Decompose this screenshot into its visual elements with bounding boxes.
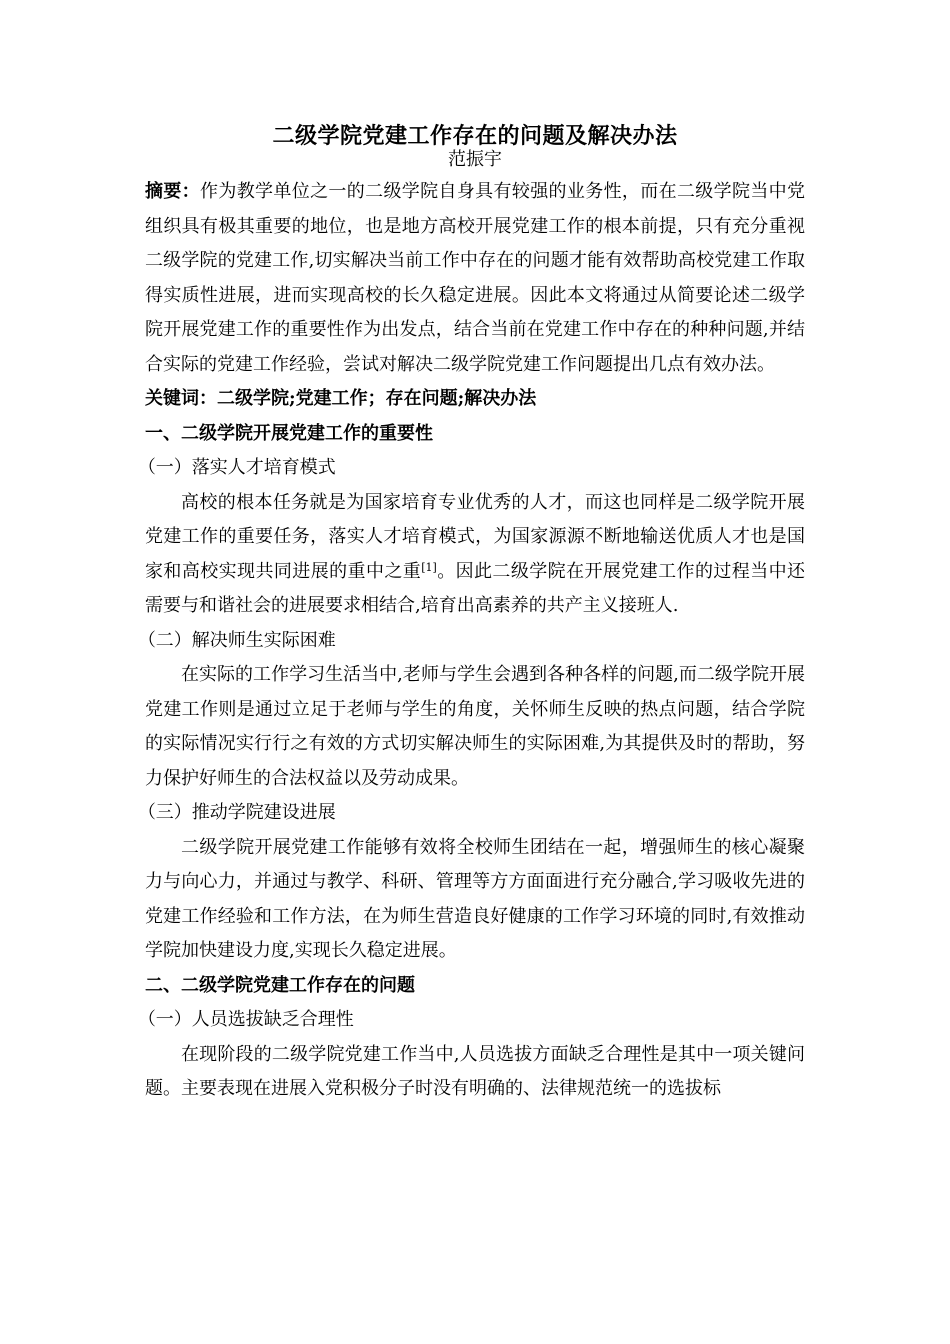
paragraph: 二级学院开展党建工作能够有效将全校师生团结在一起，增强师生的核心凝聚力与向心力，并通过与教学、科研、管理等方方面面进行充分融合,学习吸收先进的党建工作经验和工作方法，在为师生营造良好健康的工作学习环境的同时,有效推动学院加快建设力度,实现长久稳定进展。: [145, 836, 805, 961]
document-title: 二级学院党建工作存在的问题及解决办法: [272, 123, 678, 149]
document-body: [137, 175, 806, 1107]
citation-reference: [1]: [421, 560, 437, 574]
paragraph: 在现阶段的二级学院党建工作当中,人员选拔方面缺乏合理性是其中一项关键问题。主要表现在进展入党积极分子时没有明确的、法律规范统一的选拔标: [145, 1043, 805, 1099]
paragraph: [145, 486, 805, 624]
section-heading: 一、二级学院开展党建工作的重要性: [145, 422, 433, 444]
abstract-text: 作为教学单位之一的二级学院自身具有较强的业务性，而在二级学院当中党组织具有极其重要的地位，也是地方高校开展党建工作的根本前提，只有充分重视二级学院的党建工作,切实解决当前工作中存在的问题才能有效帮助高校党建工作取得实质性进展，进而实现高校的长久稳定进展。因此本文将通过从简要论述二级学院开展党建工作的重要性作为出发点，结合当前在党建工作中存在的种种问题,并结合实际的党建工作经验，尝试对解决二级学院党建工作问题提出几点有效办法。: [145, 181, 805, 375]
paragraph-text: 。因此二级学院在开展党建工作的过程当中还需要与和谐社会的进展要求相结合,培育出高素养的共产主义接班人.: [145, 560, 806, 616]
abstract-label: 摘要：: [145, 181, 201, 202]
paragraph: 在实际的工作学习生活当中,老师与学生会遇到各种各样的问题,而二级学院开展党建工作则是通过立足于老师与学生的角度，关怀师生反映的热点问题，结合学院的实际情况实行行之有效的方式切实解决师生的实际困难,为其提供及时的帮助，努力保护好师生的合法权益以及劳动成果。: [145, 664, 805, 789]
section-heading: 二、二级学院党建工作存在的问题: [145, 974, 415, 996]
subsection-heading: （二）解决师生实际困难: [137, 629, 336, 651]
keywords: 关键词：二级学院;党建工作；存在问题;解决办法: [145, 388, 537, 409]
subsection-heading: （三）推动学院建设进展: [137, 802, 336, 823]
subsection-heading: （一）人员选拔缺乏合理性: [137, 1009, 354, 1030]
abstract: [145, 175, 805, 382]
paragraph-text: 高校的根本任务就是为国家培育专业优秀的人才，而这也同样是二级学院开展党建工作的重要任务，落实人才培育模式，为国家源源不断地输送优质人才也是国家和高校实现共同进展的重中之重: [145, 491, 805, 582]
subsection-heading: （一）落实人才培育模式: [137, 457, 336, 478]
document-author: 范振宇: [448, 149, 502, 170]
